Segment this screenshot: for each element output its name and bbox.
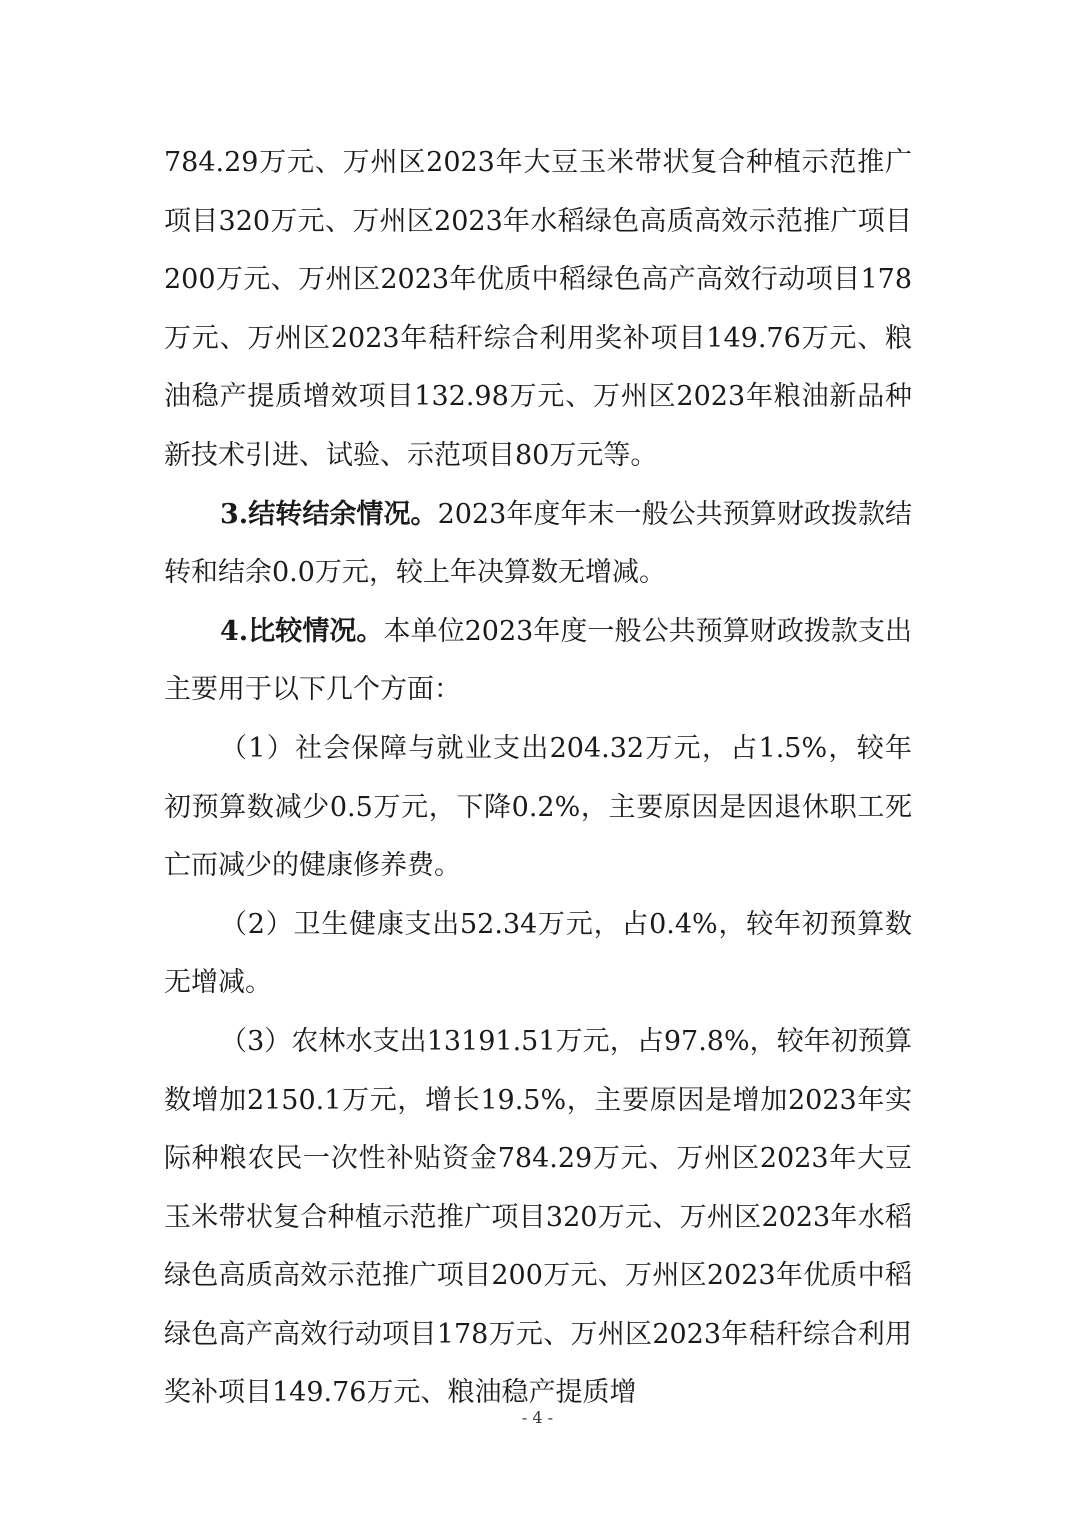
paragraph-item-3 bbox=[164, 1013, 912, 1423]
paragraph-text: 本单位2023年度一般公共预算财政拨款支出主要用于以下几个方面： bbox=[164, 615, 913, 706]
paragraph-comparison bbox=[164, 603, 912, 720]
paragraph-item-1 bbox=[164, 720, 912, 896]
paragraph-item-2 bbox=[164, 896, 912, 1013]
section-heading: 4.比较情况。 bbox=[220, 615, 384, 647]
paragraph-text: （2）卫生健康支出52.34万元，占0.4%，较年初预算数无增减。 bbox=[164, 908, 912, 999]
paragraph-text: （3）农林水支出13191.51万元，占97.8%，较年初预算数增加2150.1万元，增长19.5%，主要原因是增加2023年实际种粮农民一次性补贴资金784.29万元、万州区2023年大豆玉米带状复合种植示范推广项目320万元、万州区2023年水稻绿色高质高效示范推广项目200万元、万州区2023年优质中稻绿色高产高效行动项目178万元、万州区2023年秸秆综合利用奖补项目149.76万元、粮油稳产提质增 bbox=[164, 1025, 912, 1409]
document-body bbox=[164, 134, 912, 1423]
paragraph-text: 2023年度年末一般公共预算财政拨款结转和结余0.0万元，较上年决算数无增减。 bbox=[164, 498, 913, 589]
paragraph-text: （1）社会保障与就业支出204.32万元，占1.5%，较年初预算数减少0.5万元，下降0.2%，主要原因是因退休职工死亡而减少的健康修养费。 bbox=[164, 732, 912, 882]
page-number: - 4 - bbox=[521, 1408, 554, 1427]
paragraph-text: 784.29万元、万州区2023年大豆玉米带状复合种植示范推广项目320万元、万州区2023年水稻绿色高质高效示范推广项目200万元、万州区2023年优质中稻绿色高产高效行动项目178万元、万州区2023年秸秆综合利用奖补项目149.76万元、粮油稳产提质增效项目132.98万元、万州区2023年粮油新品种新技术引进、试验、示范项目80万元等。 bbox=[164, 147, 912, 471]
section-heading: 3.结转结余情况。 bbox=[220, 498, 438, 530]
paragraph-carryover-balance bbox=[164, 486, 912, 603]
paragraph-continuation bbox=[164, 134, 912, 486]
